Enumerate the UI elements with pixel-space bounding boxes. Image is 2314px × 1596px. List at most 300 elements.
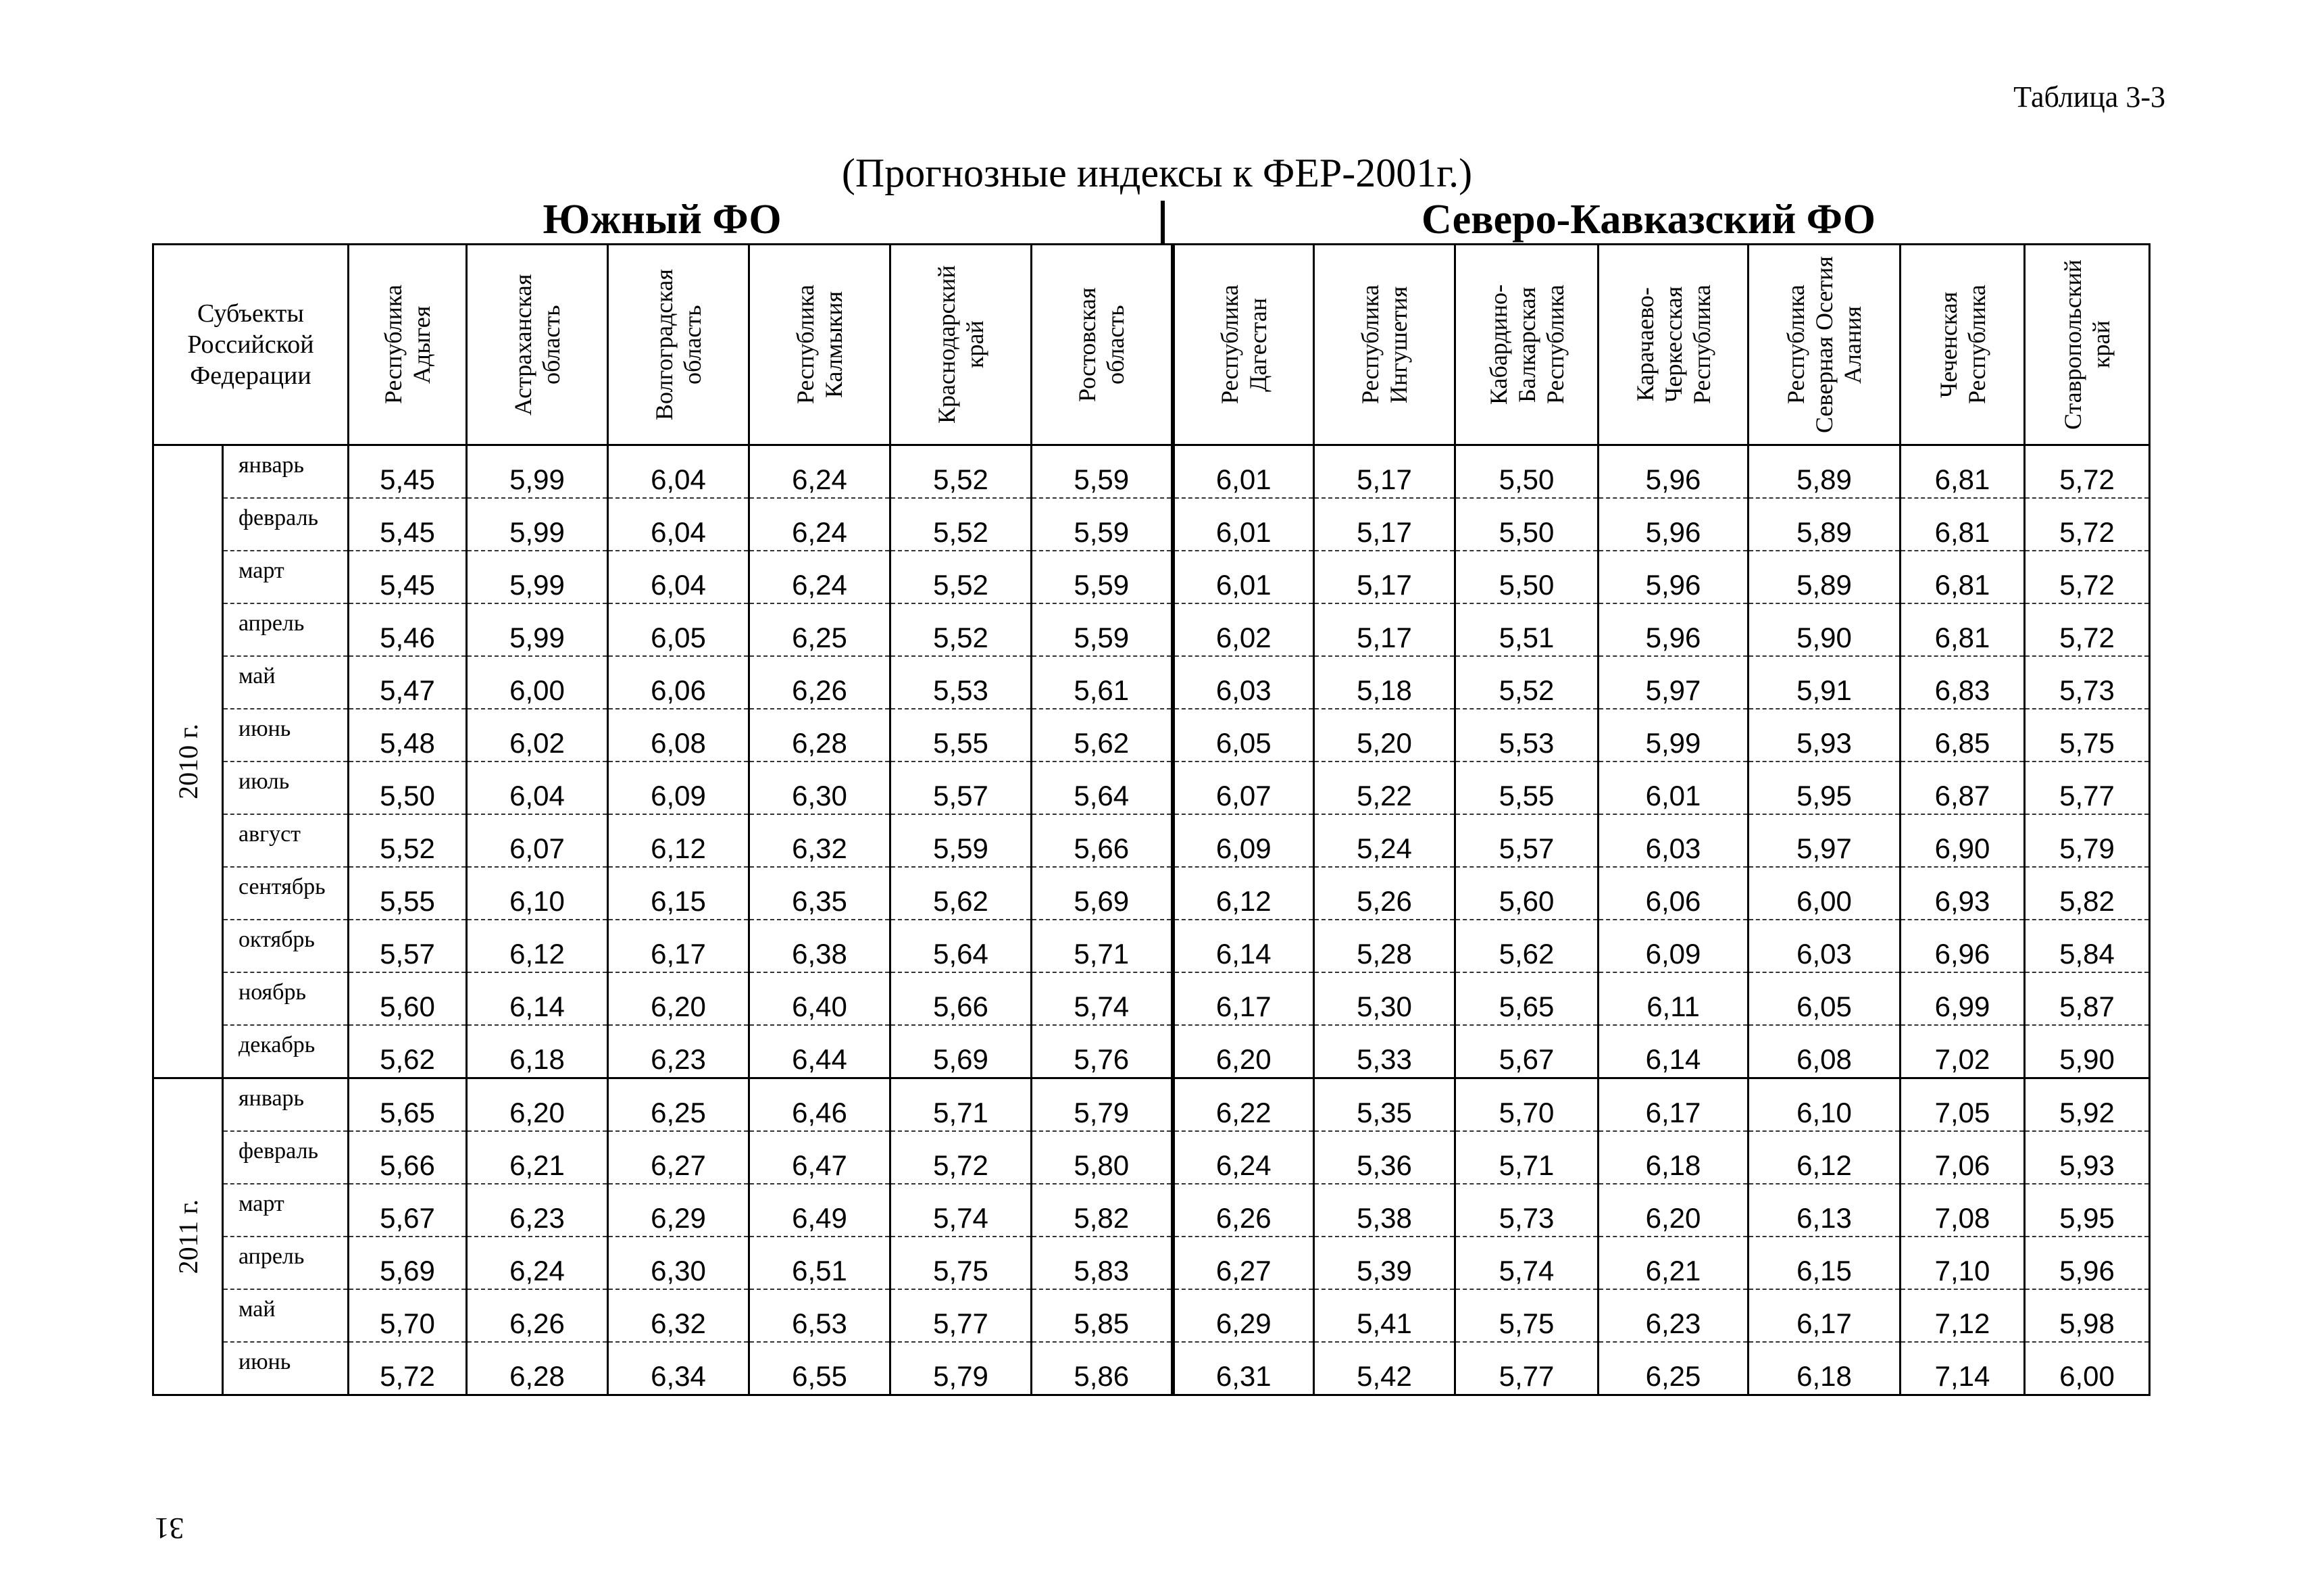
- value-cell: 6,20: [608, 972, 749, 1025]
- value-cell: 6,51: [749, 1237, 890, 1289]
- value-cell: 6,08: [1749, 1025, 1901, 1078]
- value-cell: 5,45: [349, 445, 467, 499]
- table-row: [153, 920, 2150, 972]
- value-cell: 5,99: [467, 445, 608, 499]
- value-cell: 6,24: [1173, 1131, 1314, 1184]
- value-cell: 5,52: [890, 551, 1032, 603]
- value-cell: 5,39: [1314, 1237, 1455, 1289]
- value-cell: 5,20: [1314, 709, 1455, 762]
- value-cell: 5,51: [1455, 603, 1599, 656]
- month-cell: июнь: [223, 709, 349, 762]
- value-cell: 6,81: [1901, 445, 2025, 499]
- value-cell: 5,61: [1032, 656, 1173, 709]
- value-cell: 6,06: [1599, 867, 1749, 920]
- value-cell: 5,92: [2025, 1078, 2150, 1132]
- value-cell: 6,26: [1173, 1184, 1314, 1237]
- column-header: [1173, 245, 1314, 445]
- column-header-label: Республика Адыгея: [380, 284, 436, 405]
- value-cell: 6,99: [1901, 972, 2025, 1025]
- column-header: [890, 245, 1032, 445]
- value-cell: 6,17: [608, 920, 749, 972]
- value-cell: 5,74: [1455, 1237, 1599, 1289]
- value-cell: 6,04: [608, 445, 749, 499]
- table-row: [153, 1184, 2150, 1237]
- value-cell: 6,24: [467, 1237, 608, 1289]
- table-row: [153, 1025, 2150, 1078]
- value-cell: 6,03: [1173, 656, 1314, 709]
- value-cell: 5,17: [1314, 498, 1455, 551]
- value-cell: 6,47: [749, 1131, 890, 1184]
- value-cell: 6,18: [467, 1025, 608, 1078]
- value-cell: 5,75: [1455, 1289, 1599, 1342]
- value-cell: 6,31: [1173, 1342, 1314, 1395]
- value-cell: 7,14: [1901, 1342, 2025, 1395]
- table-row: [153, 1131, 2150, 1184]
- value-cell: 6,34: [608, 1342, 749, 1395]
- value-cell: 5,57: [890, 762, 1032, 814]
- value-cell: 5,60: [1455, 867, 1599, 920]
- value-cell: 5,50: [1455, 551, 1599, 603]
- column-header-label: Чеченская Республика: [1934, 284, 1990, 405]
- index-table: [152, 243, 2150, 1396]
- value-cell: 5,47: [349, 656, 467, 709]
- value-cell: 5,66: [1032, 814, 1173, 867]
- value-cell: 6,53: [749, 1289, 890, 1342]
- column-header: [1314, 245, 1455, 445]
- table-row: [153, 551, 2150, 603]
- value-cell: 5,65: [349, 1078, 467, 1132]
- value-cell: 5,17: [1314, 603, 1455, 656]
- value-cell: 6,21: [1599, 1237, 1749, 1289]
- value-cell: 5,89: [1749, 445, 1901, 499]
- value-cell: 6,04: [467, 762, 608, 814]
- value-cell: 5,84: [2025, 920, 2150, 972]
- value-cell: 5,96: [1599, 551, 1749, 603]
- value-cell: 5,67: [1455, 1025, 1599, 1078]
- value-cell: 5,28: [1314, 920, 1455, 972]
- value-cell: 5,76: [1032, 1025, 1173, 1078]
- value-cell: 5,93: [1749, 709, 1901, 762]
- column-header-label: Ставропольский край: [2059, 259, 2115, 430]
- value-cell: 6,15: [608, 867, 749, 920]
- value-cell: 6,96: [1901, 920, 2025, 972]
- value-cell: 5,99: [467, 498, 608, 551]
- value-cell: 5,50: [1455, 498, 1599, 551]
- value-cell: 5,59: [1032, 445, 1173, 499]
- value-cell: 5,77: [890, 1289, 1032, 1342]
- value-cell: 5,69: [890, 1025, 1032, 1078]
- value-cell: 5,70: [1455, 1078, 1599, 1132]
- value-cell: 5,72: [2025, 445, 2150, 499]
- value-cell: 6,55: [749, 1342, 890, 1395]
- value-cell: 5,62: [890, 867, 1032, 920]
- value-cell: 6,25: [1599, 1342, 1749, 1395]
- table-row: [153, 656, 2150, 709]
- district-header-north-caucasus: Северо-Кавказский ФО: [1422, 197, 1876, 243]
- table-row: [153, 867, 2150, 920]
- month-cell: сентябрь: [223, 867, 349, 920]
- month-cell: май: [223, 656, 349, 709]
- value-cell: 6,44: [749, 1025, 890, 1078]
- table-row: [153, 814, 2150, 867]
- value-cell: 6,04: [608, 551, 749, 603]
- value-cell: 5,82: [2025, 867, 2150, 920]
- value-cell: 6,06: [608, 656, 749, 709]
- value-cell: 6,07: [1173, 762, 1314, 814]
- value-cell: 6,09: [1173, 814, 1314, 867]
- value-cell: 6,00: [1749, 867, 1901, 920]
- value-cell: 6,05: [608, 603, 749, 656]
- column-header: [349, 245, 467, 445]
- value-cell: 5,80: [1032, 1131, 1173, 1184]
- value-cell: 6,23: [608, 1025, 749, 1078]
- value-cell: 6,87: [1901, 762, 2025, 814]
- month-cell: январь: [223, 445, 349, 499]
- table-row: [153, 709, 2150, 762]
- value-cell: 5,96: [1599, 498, 1749, 551]
- value-cell: 5,53: [1455, 709, 1599, 762]
- value-cell: 5,17: [1314, 551, 1455, 603]
- value-cell: 5,62: [1032, 709, 1173, 762]
- value-cell: 6,01: [1173, 498, 1314, 551]
- value-cell: 6,81: [1901, 551, 2025, 603]
- value-cell: 6,17: [1749, 1289, 1901, 1342]
- value-cell: 5,55: [890, 709, 1032, 762]
- value-cell: 5,95: [1749, 762, 1901, 814]
- month-cell: март: [223, 551, 349, 603]
- value-cell: 6,01: [1173, 551, 1314, 603]
- table-header-row: [153, 245, 2150, 445]
- month-cell: апрель: [223, 603, 349, 656]
- value-cell: 6,28: [467, 1342, 608, 1395]
- value-cell: 6,28: [749, 709, 890, 762]
- value-cell: 6,21: [467, 1131, 608, 1184]
- value-cell: 6,26: [749, 656, 890, 709]
- value-cell: 5,91: [1749, 656, 1901, 709]
- value-cell: 5,83: [1032, 1237, 1173, 1289]
- value-cell: 6,17: [1173, 972, 1314, 1025]
- value-cell: 5,59: [1032, 498, 1173, 551]
- value-cell: 6,25: [749, 603, 890, 656]
- value-cell: 5,99: [467, 603, 608, 656]
- value-cell: 5,69: [349, 1237, 467, 1289]
- year-cell: [153, 1078, 223, 1395]
- value-cell: 5,70: [349, 1289, 467, 1342]
- value-cell: 5,75: [890, 1237, 1032, 1289]
- value-cell: 5,30: [1314, 972, 1455, 1025]
- value-cell: 6,10: [467, 867, 608, 920]
- value-cell: 6,12: [467, 920, 608, 972]
- column-header: [1599, 245, 1749, 445]
- month-cell: декабрь: [223, 1025, 349, 1078]
- value-cell: 5,96: [1599, 603, 1749, 656]
- value-cell: 5,26: [1314, 867, 1455, 920]
- value-cell: 6,14: [467, 972, 608, 1025]
- value-cell: 6,25: [608, 1078, 749, 1132]
- value-cell: 5,62: [1455, 920, 1599, 972]
- value-cell: 6,02: [1173, 603, 1314, 656]
- value-cell: 6,12: [1749, 1131, 1901, 1184]
- value-cell: 6,14: [1599, 1025, 1749, 1078]
- value-cell: 6,26: [467, 1289, 608, 1342]
- column-header-label: Волгоградская область: [651, 269, 707, 420]
- page-number: 31: [154, 1512, 184, 1545]
- table-subtitle: (Прогнозные индексы к ФЕР-2001г.): [841, 151, 1473, 195]
- value-cell: 5,52: [349, 814, 467, 867]
- value-cell: 5,53: [890, 656, 1032, 709]
- value-cell: 6,18: [1749, 1342, 1901, 1395]
- value-cell: 6,05: [1749, 972, 1901, 1025]
- value-cell: 6,00: [467, 656, 608, 709]
- value-cell: 6,01: [1599, 762, 1749, 814]
- value-cell: 6,85: [1901, 709, 2025, 762]
- value-cell: 5,64: [890, 920, 1032, 972]
- column-header-label: Республика Северная Осетия Алания: [1782, 256, 1867, 433]
- value-cell: 6,07: [467, 814, 608, 867]
- value-cell: 5,73: [1455, 1184, 1599, 1237]
- value-cell: 6,03: [1749, 920, 1901, 972]
- value-cell: 5,85: [1032, 1289, 1173, 1342]
- month-cell: ноябрь: [223, 972, 349, 1025]
- table-row: [153, 498, 2150, 551]
- value-cell: 5,69: [1032, 867, 1173, 920]
- table-row: [153, 972, 2150, 1025]
- value-cell: 5,72: [349, 1342, 467, 1395]
- value-cell: 6,49: [749, 1184, 890, 1237]
- header-corner-subjects: Субъекты Российской Федерации: [153, 245, 349, 445]
- value-cell: 5,89: [1749, 551, 1901, 603]
- value-cell: 5,55: [349, 867, 467, 920]
- value-cell: 5,79: [890, 1342, 1032, 1395]
- value-cell: 6,81: [1901, 498, 2025, 551]
- value-cell: 5,72: [2025, 603, 2150, 656]
- column-header-label: Астраханская область: [509, 274, 565, 416]
- year-label: 2010 г.: [172, 724, 203, 799]
- value-cell: 5,45: [349, 498, 467, 551]
- table-row: [153, 1237, 2150, 1289]
- value-cell: 5,46: [349, 603, 467, 656]
- value-cell: 6,00: [2025, 1342, 2150, 1395]
- value-cell: 6,01: [1173, 445, 1314, 499]
- value-cell: 5,48: [349, 709, 467, 762]
- value-cell: 6,10: [1749, 1078, 1901, 1132]
- value-cell: 5,96: [1599, 445, 1749, 499]
- value-cell: 5,72: [890, 1131, 1032, 1184]
- value-cell: 6,09: [1599, 920, 1749, 972]
- value-cell: 5,72: [2025, 498, 2150, 551]
- column-header: [1455, 245, 1599, 445]
- value-cell: 6,12: [1173, 867, 1314, 920]
- month-cell: апрель: [223, 1237, 349, 1289]
- value-cell: 5,73: [2025, 656, 2150, 709]
- column-header: [2025, 245, 2150, 445]
- value-cell: 5,86: [1032, 1342, 1173, 1395]
- value-cell: 5,99: [1599, 709, 1749, 762]
- value-cell: 5,72: [2025, 551, 2150, 603]
- value-cell: 5,77: [2025, 762, 2150, 814]
- value-cell: 5,52: [890, 603, 1032, 656]
- column-header-label: Республика Калмыкия: [792, 284, 848, 405]
- month-cell: февраль: [223, 498, 349, 551]
- value-cell: 6,20: [1599, 1184, 1749, 1237]
- column-header: [608, 245, 749, 445]
- value-cell: 5,59: [1032, 603, 1173, 656]
- month-cell: август: [223, 814, 349, 867]
- value-cell: 5,17: [1314, 445, 1455, 499]
- value-cell: 5,74: [890, 1184, 1032, 1237]
- value-cell: 5,59: [890, 814, 1032, 867]
- value-cell: 5,38: [1314, 1184, 1455, 1237]
- month-cell: июль: [223, 762, 349, 814]
- value-cell: 5,90: [2025, 1025, 2150, 1078]
- column-header-label: Краснодарский край: [933, 265, 989, 424]
- value-cell: 5,50: [349, 762, 467, 814]
- value-cell: 5,90: [1749, 603, 1901, 656]
- value-cell: 7,12: [1901, 1289, 2025, 1342]
- column-header-label: Карачаево-Черкесская Республика: [1631, 284, 1715, 405]
- column-header: [1749, 245, 1901, 445]
- value-cell: 5,60: [349, 972, 467, 1025]
- value-cell: 5,24: [1314, 814, 1455, 867]
- value-cell: 7,05: [1901, 1078, 2025, 1132]
- value-cell: 5,59: [1032, 551, 1173, 603]
- value-cell: 5,62: [349, 1025, 467, 1078]
- value-cell: 5,98: [2025, 1289, 2150, 1342]
- month-cell: октябрь: [223, 920, 349, 972]
- month-cell: март: [223, 1184, 349, 1237]
- value-cell: 6,30: [749, 762, 890, 814]
- table-row: [153, 445, 2150, 499]
- table-row: [153, 1078, 2150, 1132]
- value-cell: 6,93: [1901, 867, 2025, 920]
- column-header-label: Республика Ингушетия: [1357, 284, 1413, 405]
- value-cell: 5,45: [349, 551, 467, 603]
- value-cell: 6,12: [608, 814, 749, 867]
- value-cell: 5,33: [1314, 1025, 1455, 1078]
- value-cell: 5,75: [2025, 709, 2150, 762]
- value-cell: 6,35: [749, 867, 890, 920]
- value-cell: 5,99: [467, 551, 608, 603]
- value-cell: 6,08: [608, 709, 749, 762]
- value-cell: 6,20: [1173, 1025, 1314, 1078]
- value-cell: 5,74: [1032, 972, 1173, 1025]
- value-cell: 5,93: [2025, 1131, 2150, 1184]
- district-divider: [1161, 201, 1165, 245]
- value-cell: 6,09: [608, 762, 749, 814]
- column-header: [1901, 245, 2025, 445]
- value-cell: 6,05: [1173, 709, 1314, 762]
- value-cell: 6,22: [1173, 1078, 1314, 1132]
- value-cell: 6,29: [608, 1184, 749, 1237]
- value-cell: 6,81: [1901, 603, 2025, 656]
- value-cell: 6,29: [1173, 1289, 1314, 1342]
- value-cell: 6,40: [749, 972, 890, 1025]
- value-cell: 6,11: [1599, 972, 1749, 1025]
- value-cell: 6,32: [749, 814, 890, 867]
- value-cell: 6,13: [1749, 1184, 1901, 1237]
- year-label: 2011 г.: [172, 1199, 203, 1274]
- value-cell: 5,52: [890, 498, 1032, 551]
- column-header: [749, 245, 890, 445]
- value-cell: 6,24: [749, 498, 890, 551]
- value-cell: 6,02: [467, 709, 608, 762]
- month-cell: январь: [223, 1078, 349, 1132]
- value-cell: 7,08: [1901, 1184, 2025, 1237]
- value-cell: 6,32: [608, 1289, 749, 1342]
- value-cell: 5,65: [1455, 972, 1599, 1025]
- value-cell: 5,71: [890, 1078, 1032, 1132]
- column-header: [467, 245, 608, 445]
- value-cell: 5,57: [1455, 814, 1599, 867]
- table-row: [153, 603, 2150, 656]
- value-cell: 5,96: [2025, 1237, 2150, 1289]
- value-cell: 5,79: [1032, 1078, 1173, 1132]
- value-cell: 5,89: [1749, 498, 1901, 551]
- value-cell: 6,23: [1599, 1289, 1749, 1342]
- value-cell: 5,82: [1032, 1184, 1173, 1237]
- table-row: [153, 762, 2150, 814]
- value-cell: 5,42: [1314, 1342, 1455, 1395]
- value-cell: 5,36: [1314, 1131, 1455, 1184]
- value-cell: 6,46: [749, 1078, 890, 1132]
- year-cell: [153, 445, 223, 1078]
- value-cell: 5,97: [1749, 814, 1901, 867]
- value-cell: 5,22: [1314, 762, 1455, 814]
- value-cell: 5,66: [349, 1131, 467, 1184]
- value-cell: 6,30: [608, 1237, 749, 1289]
- value-cell: 5,97: [1599, 656, 1749, 709]
- month-cell: февраль: [223, 1131, 349, 1184]
- table-label: Таблица 3-3: [2013, 80, 2165, 114]
- value-cell: 6,24: [749, 551, 890, 603]
- district-header-south: Южный ФО: [543, 197, 782, 243]
- value-cell: 6,38: [749, 920, 890, 972]
- value-cell: 5,71: [1032, 920, 1173, 972]
- table-row: [153, 1289, 2150, 1342]
- value-cell: 5,77: [1455, 1342, 1599, 1395]
- value-cell: 6,90: [1901, 814, 2025, 867]
- value-cell: 5,41: [1314, 1289, 1455, 1342]
- value-cell: 6,27: [608, 1131, 749, 1184]
- value-cell: 5,79: [2025, 814, 2150, 867]
- value-cell: 6,15: [1749, 1237, 1901, 1289]
- value-cell: 6,23: [467, 1184, 608, 1237]
- value-cell: 7,02: [1901, 1025, 2025, 1078]
- value-cell: 5,87: [2025, 972, 2150, 1025]
- value-cell: 5,52: [1455, 656, 1599, 709]
- value-cell: 5,71: [1455, 1131, 1599, 1184]
- value-cell: 5,67: [349, 1184, 467, 1237]
- column-header: [1032, 245, 1173, 445]
- value-cell: 5,95: [2025, 1184, 2150, 1237]
- value-cell: 6,27: [1173, 1237, 1314, 1289]
- column-header-label: Ростовская область: [1074, 287, 1130, 402]
- value-cell: 5,64: [1032, 762, 1173, 814]
- value-cell: 5,35: [1314, 1078, 1455, 1132]
- value-cell: 5,55: [1455, 762, 1599, 814]
- value-cell: 5,57: [349, 920, 467, 972]
- table-row: [153, 1342, 2150, 1395]
- column-header-label: Республика Дагестан: [1215, 284, 1272, 405]
- value-cell: 6,24: [749, 445, 890, 499]
- value-cell: 6,03: [1599, 814, 1749, 867]
- value-cell: 6,14: [1173, 920, 1314, 972]
- value-cell: 5,52: [890, 445, 1032, 499]
- value-cell: 5,18: [1314, 656, 1455, 709]
- value-cell: 6,17: [1599, 1078, 1749, 1132]
- value-cell: 5,50: [1455, 445, 1599, 499]
- value-cell: 7,06: [1901, 1131, 2025, 1184]
